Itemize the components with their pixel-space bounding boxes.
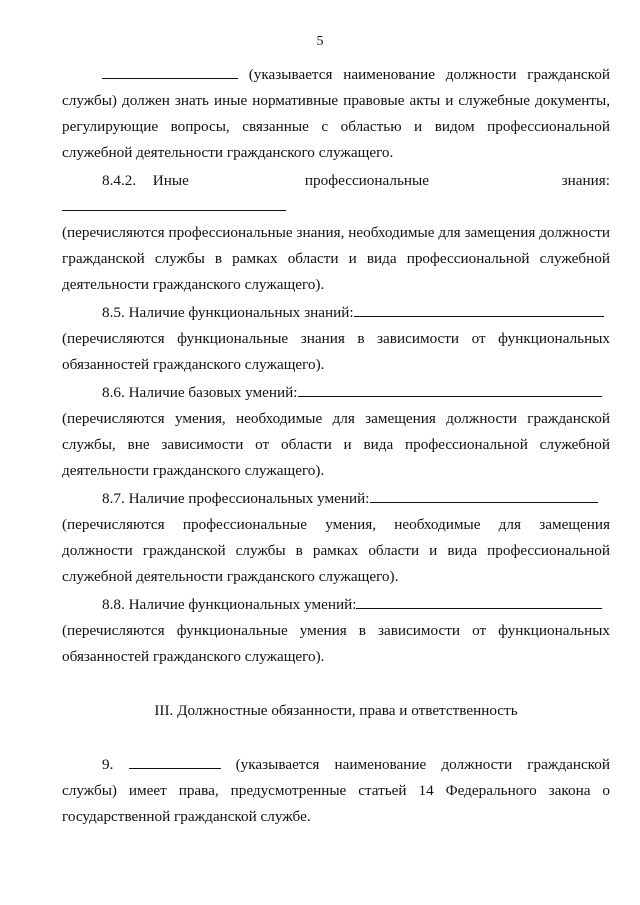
- fill-in-blank: [298, 381, 602, 397]
- clause-label: 8.8. Наличие функциональных умений:: [102, 596, 357, 613]
- clause-note: (перечисляются профессиональные знания, необходимые для замещения должности гражданской службы в рамках области и вида профессиональной служебной деятельности гражданского служащего).: [62, 224, 610, 293]
- paragraph-text: (указывается наименование должности гражданской службы) должен знать иные нормативные правовые акты и служебные документы, регулирующие вопросы, связанные с областью и видом профессиональной служебной деятельности гражданского служащего.: [62, 66, 610, 161]
- clause-note: (перечисляются функциональные умения в зависимости от функциональных обязанностей гражданского служащего).: [62, 622, 610, 665]
- position-name-blank: [129, 753, 221, 769]
- clause-label: 8.5. Наличие функциональных знаний:: [102, 304, 354, 321]
- section-heading: III. Должностные обязанности, права и ответственность: [154, 702, 518, 719]
- clause-label-word: Иные: [152, 172, 189, 189]
- paragraph-8-6: [62, 380, 610, 406]
- paragraph-8-4-2: [62, 168, 610, 220]
- clause-number: 9.: [102, 756, 114, 773]
- paragraph-8-7: [62, 486, 610, 512]
- paragraph-required-documents: [62, 62, 610, 166]
- paragraph-text: (указывается наименование должности гражданской службы) имеет права, предусмотренные статьей 14 Федерального закона о государственной гражданской службе.: [62, 756, 611, 825]
- clause-note: (перечисляются профессиональные умения, необходимые для замещения должности гражданской службы в рамках области и вида профессиональной служебной деятельности гражданского служащего).: [62, 516, 610, 585]
- fill-in-blank: [62, 195, 286, 211]
- paragraph-9: [62, 752, 610, 830]
- clause-note: (перечисляются умения, необходимые для замещения должности гражданской службы, вне зависимости от области и вида профессиональной служебной деятельности гражданского служащего).: [62, 410, 610, 479]
- clause-label: 8.7. Наличие профессиональных умений:: [102, 490, 370, 507]
- page-number: 5: [316, 34, 324, 49]
- clause-number: 8.4.2.: [102, 172, 137, 189]
- clause-note: (перечисляются функциональные знания в зависимости от функциональных обязанностей гражданского служащего).: [62, 330, 610, 373]
- clause-label: 8.6. Наличие базовых умений:: [102, 384, 298, 401]
- position-name-blank: [102, 63, 238, 79]
- paragraph-8-8: [62, 592, 610, 618]
- fill-in-blank: [354, 301, 604, 317]
- document-body: [62, 62, 610, 830]
- fill-in-blank: [370, 487, 598, 503]
- paragraph-8-5: [62, 300, 610, 326]
- clause-label-word: профессиональные: [304, 172, 429, 189]
- clause-label-word: знания:: [561, 172, 611, 189]
- fill-in-blank: [356, 593, 602, 609]
